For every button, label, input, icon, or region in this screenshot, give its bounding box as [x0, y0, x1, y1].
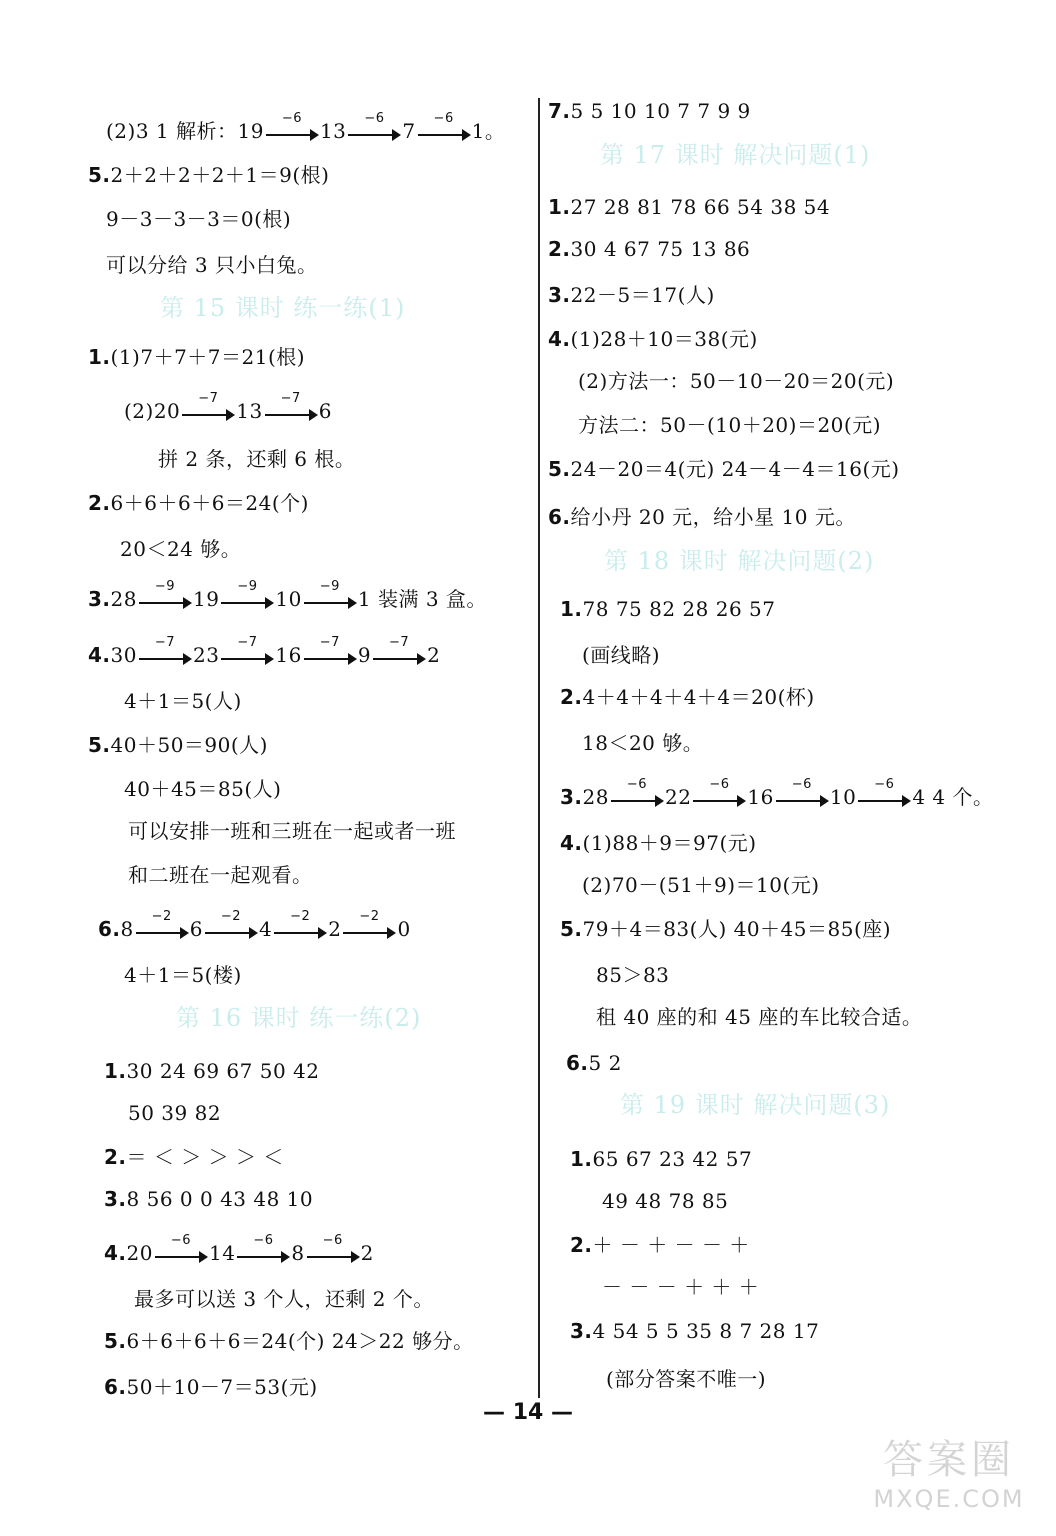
answer-line	[104, 1058, 320, 1084]
arrow-shaft	[221, 602, 267, 604]
answer-line	[106, 252, 317, 278]
answer-text: 拼 2 条，还剩 6 根。	[158, 447, 356, 471]
watermark-logo-text: 答案圈	[883, 1437, 1015, 1483]
arrow-shaft	[155, 1256, 201, 1258]
subtract-arrow	[263, 391, 319, 424]
answer-text: 5 2	[588, 1051, 622, 1075]
answer-line	[566, 1050, 622, 1076]
arrow-shaft	[348, 134, 394, 136]
subtract-arrow	[856, 777, 912, 810]
arrow-label: −2	[220, 909, 242, 924]
answer-text: 4＋1＝5(楼)	[124, 963, 242, 987]
answer-text: (1)7＋7＋7＝21(根)	[110, 345, 306, 369]
answer-line	[88, 344, 305, 370]
arrow-head-icon	[387, 927, 396, 939]
arrow-shaft	[776, 800, 822, 802]
answer-line	[578, 412, 881, 438]
arrow-label: −7	[237, 635, 258, 650]
arrow-shaft	[693, 800, 739, 802]
item-number: 5.	[104, 1329, 127, 1353]
item-number: 6.	[548, 505, 571, 529]
answer-text: 85＞83	[596, 963, 670, 987]
watermark-logo	[854, 1428, 1044, 1526]
answer-line	[582, 730, 703, 756]
answer-text: 和二班在一起观看。	[128, 863, 313, 887]
answer-line	[104, 1144, 284, 1170]
item-number: 3.	[548, 283, 571, 307]
item-number: 1.	[104, 1059, 127, 1083]
subtract-arrow	[305, 1233, 361, 1266]
answer-text: 65 67 23 42 57	[592, 1147, 753, 1171]
subtract-arrow	[153, 1233, 209, 1266]
arrow-shaft	[343, 932, 389, 934]
answer-line	[128, 818, 456, 844]
subtract-arrow	[264, 111, 320, 144]
answer-line	[124, 391, 332, 424]
column-divider	[538, 98, 540, 1398]
arrow-head-icon	[351, 1251, 360, 1263]
subtract-arrow	[691, 777, 747, 810]
answer-line	[560, 684, 815, 710]
answer-text: 最多可以送 3 个人，还剩 2 个。	[134, 1287, 434, 1311]
arrow-label: −7	[319, 635, 340, 650]
arrow-shaft	[136, 932, 182, 934]
answer-text: (2)3 1 解析：19	[106, 119, 264, 143]
answer-text: 30	[110, 643, 137, 667]
arrow-result: 16	[275, 643, 302, 667]
item-number: 3.	[88, 587, 111, 611]
arrow-head-icon	[265, 597, 274, 609]
arrow-shaft	[205, 932, 251, 934]
arrow-result: 23	[192, 643, 220, 667]
arrow-result: 6	[318, 399, 332, 423]
answer-line	[134, 1286, 434, 1312]
arrow-result: 10	[275, 587, 302, 611]
answer-line	[88, 579, 487, 612]
arrow-result: 8	[291, 1241, 305, 1265]
item-number: 5.	[88, 733, 111, 757]
answer-line	[88, 732, 268, 758]
arrow-label: −6	[874, 777, 895, 792]
arrow-head-icon	[199, 1251, 208, 1263]
item-number: 5.	[560, 917, 583, 941]
item-number: 4.	[560, 831, 583, 855]
answer-text: 可以分给 3 只小白兔。	[106, 253, 318, 277]
answer-text: ＝ ＜ ＞ ＞ ＞ ＜	[126, 1145, 284, 1169]
answer-text: 79＋4＝83(人) 40＋45＝85(座)	[582, 917, 892, 941]
answer-line	[98, 909, 411, 942]
arrow-head-icon	[310, 129, 319, 141]
subtract-arrow	[180, 391, 236, 424]
answer-text: (1)28＋10＝38(元)	[570, 327, 758, 351]
answer-line	[124, 962, 242, 988]
subtract-arrow	[341, 909, 397, 942]
answer-text: 78 75 82 28 26 57	[582, 597, 776, 621]
subtract-arrow	[219, 635, 275, 668]
arrow-result: 0	[397, 917, 411, 941]
answer-text: ＋ － ＋ － － ＋	[592, 1233, 750, 1257]
answer-line	[596, 962, 669, 988]
item-number: 5.	[548, 457, 571, 481]
answer-line	[560, 916, 891, 942]
answer-line	[560, 830, 757, 856]
answer-line	[120, 536, 241, 562]
answer-line	[106, 206, 291, 232]
arrow-head-icon	[180, 927, 189, 939]
arrow-head-icon	[737, 795, 746, 807]
answer-text: 20＜24 够。	[120, 537, 242, 561]
item-number: 3.	[104, 1187, 127, 1211]
item-number: 4.	[88, 643, 111, 667]
answer-text: 8	[120, 917, 134, 941]
answer-text: 40＋50＝90(人)	[110, 733, 268, 757]
arrow-shaft	[139, 658, 185, 660]
arrow-result: 4 4 个。	[912, 785, 994, 809]
answer-line	[548, 194, 830, 220]
item-number: 4.	[548, 327, 571, 351]
arrow-head-icon	[655, 795, 664, 807]
arrow-result: 1 装满 3 盒。	[357, 587, 487, 611]
answer-text: 4＋1＝5(人)	[124, 689, 242, 713]
item-number: 2.	[548, 237, 571, 261]
answer-text: 5 5 10 10 7 7 9 9	[570, 99, 751, 123]
answer-line	[128, 862, 313, 888]
answer-line	[560, 596, 776, 622]
answer-text: 30 4 67 75 13 86	[570, 237, 751, 261]
arrow-result: 10	[829, 785, 857, 809]
arrow-head-icon	[462, 129, 471, 141]
arrow-result: 2	[328, 917, 342, 941]
item-number: 2.	[560, 685, 583, 709]
arrow-label: −6	[791, 777, 812, 792]
arrow-result: 22	[664, 785, 692, 809]
answer-line	[106, 111, 506, 144]
answer-line	[578, 368, 894, 394]
answer-text: (2)20	[124, 399, 181, 423]
answer-text: 28	[110, 587, 137, 611]
arrow-result: 6	[189, 917, 203, 941]
answer-line	[570, 1232, 750, 1258]
arrow-shaft	[418, 134, 464, 136]
arrow-head-icon	[902, 795, 911, 807]
answer-text: 6＋6＋6＋6＝24(个) 24＞22 够分。	[126, 1329, 474, 1353]
answer-text: 8 56 0 0 43 48 10	[126, 1187, 314, 1211]
answer-line	[548, 504, 856, 530]
arrow-shaft	[139, 602, 185, 604]
arrow-result: 13	[319, 119, 347, 143]
answer-text: (2)70－(51＋9)＝10(元)	[582, 873, 820, 897]
answer-text: 给小丹 20 元，给小星 10 元。	[570, 505, 856, 529]
arrow-label: −9	[237, 579, 258, 594]
arrow-label: −6	[322, 1233, 343, 1248]
answer-text: 可以安排一班和三班在一起或者一班	[128, 819, 456, 843]
answer-line	[104, 1374, 318, 1400]
arrow-shaft	[858, 800, 904, 802]
answer-text: 方法二：50－(10＋20)＝20(元)	[578, 413, 882, 437]
subtract-arrow	[609, 777, 665, 810]
answer-text: 6＋6＋6＋6＝24(个)	[110, 491, 309, 515]
item-number: 2.	[104, 1145, 127, 1169]
answer-text: 50 39 82	[128, 1101, 222, 1125]
arrow-shaft	[266, 134, 312, 136]
answer-text: 18＜20 够。	[582, 731, 704, 755]
answer-line	[548, 98, 751, 124]
subtract-arrow	[774, 777, 830, 810]
answer-line	[602, 1188, 728, 1214]
section-heading: 第 17 课时 解决问题(1)	[600, 141, 871, 169]
arrow-label: −6	[253, 1233, 274, 1248]
answer-line	[570, 1318, 819, 1344]
arrow-shaft	[237, 1256, 283, 1258]
subtract-arrow	[134, 909, 190, 942]
answer-text: 4 54 5 5 35 8 7 28 17	[592, 1319, 820, 1343]
arrow-shaft	[307, 1256, 353, 1258]
arrow-label: −7	[280, 391, 301, 406]
answer-line	[560, 777, 994, 810]
arrow-result: 16	[747, 785, 774, 809]
answer-text: 28	[582, 785, 609, 809]
answer-line	[548, 282, 715, 308]
arrow-head-icon	[820, 795, 829, 807]
arrow-result: 19	[192, 587, 220, 611]
arrow-head-icon	[417, 653, 426, 665]
answer-text: 2＋2＋2＋2＋1＝9(根)	[110, 163, 330, 187]
arrow-head-icon	[249, 927, 258, 939]
arrow-shaft	[304, 602, 350, 604]
subtract-arrow	[235, 1233, 291, 1266]
answer-line	[548, 456, 900, 482]
answer-line	[596, 1004, 922, 1030]
item-number: 1.	[560, 597, 583, 621]
answer-text: 24－20＝4(元) 24－4－4＝16(元)	[570, 457, 900, 481]
section-heading: 第 19 课时 解决问题(3)	[620, 1091, 891, 1119]
item-number: 1.	[88, 345, 111, 369]
arrow-head-icon	[309, 409, 318, 421]
subtract-arrow	[272, 909, 328, 942]
answer-text: (部分答案不唯一)	[606, 1367, 767, 1391]
subtract-arrow	[302, 579, 358, 612]
item-number: 2.	[570, 1233, 593, 1257]
arrow-label: −6	[626, 777, 648, 792]
arrow-label: −6	[281, 111, 303, 126]
arrow-label: −2	[290, 909, 311, 924]
arrow-shaft	[373, 658, 419, 660]
arrow-label: −7	[389, 635, 410, 650]
arrow-label: −6	[433, 111, 454, 126]
answer-text: － － － ＋ ＋ ＋	[602, 1275, 760, 1299]
arrow-result: 13	[236, 399, 263, 423]
answer-text: 22－5＝17(人)	[570, 283, 715, 307]
answer-line	[548, 236, 750, 262]
section-heading: 第 15 课时 练一练(1)	[160, 294, 406, 322]
arrow-result: 2	[360, 1241, 374, 1265]
answer-text: 4＋4＋4＋4＋4＝20(杯)	[582, 685, 815, 709]
answer-line	[88, 635, 441, 668]
arrow-result: 1。	[471, 119, 506, 143]
answer-text: 50＋10－7＝53(元)	[126, 1375, 318, 1399]
arrow-head-icon	[226, 409, 235, 421]
answer-line	[88, 490, 309, 516]
page-number: — 14 —	[483, 1400, 573, 1425]
arrow-label: −2	[359, 909, 380, 924]
answer-line	[582, 642, 660, 668]
arrow-result: 4	[258, 917, 273, 941]
arrow-result: 7	[402, 119, 416, 143]
subtract-arrow	[137, 635, 193, 668]
section-heading: 第 18 课时 解决问题(2)	[604, 547, 875, 575]
answer-line	[104, 1186, 313, 1212]
answer-text: 30 24 69 67 50 42	[126, 1059, 320, 1083]
item-number: 2.	[88, 491, 111, 515]
answer-line	[158, 446, 355, 472]
arrow-head-icon	[318, 927, 327, 939]
answer-line	[602, 1274, 759, 1300]
arrow-head-icon	[392, 129, 401, 141]
item-number: 7.	[548, 99, 571, 123]
item-number: 6.	[104, 1375, 127, 1399]
answer-line	[124, 688, 242, 714]
arrow-result: 9	[357, 643, 372, 667]
arrow-shaft	[274, 932, 320, 934]
item-number: 1.	[570, 1147, 593, 1171]
answer-text: 40＋45＝85(人)	[124, 777, 282, 801]
item-number: 4.	[104, 1241, 127, 1265]
subtract-arrow	[416, 111, 472, 144]
arrow-label: −9	[319, 579, 340, 594]
subtract-arrow	[346, 111, 402, 144]
answer-line	[128, 1100, 221, 1126]
arrow-head-icon	[281, 1251, 290, 1263]
answer-line	[104, 1233, 374, 1266]
arrow-label: −6	[170, 1233, 192, 1248]
answer-text: 9－3－3－3＝0(根)	[106, 207, 292, 231]
arrow-result: 2	[427, 643, 441, 667]
item-number: 6.	[98, 917, 121, 941]
arrow-head-icon	[183, 597, 192, 609]
answer-text: 27 28 81 78 66 54 38 54	[570, 195, 831, 219]
subtract-arrow	[219, 579, 275, 612]
subtract-arrow	[203, 909, 259, 942]
arrow-label: −6	[709, 777, 730, 792]
arrow-head-icon	[183, 653, 192, 665]
answer-line	[606, 1366, 766, 1392]
arrow-shaft	[611, 800, 657, 802]
answer-line	[124, 776, 281, 802]
arrow-head-icon	[348, 597, 357, 609]
answer-line	[104, 1328, 474, 1354]
arrow-label: −2	[151, 909, 172, 924]
arrow-label: −7	[154, 635, 176, 650]
arrow-label: −7	[198, 391, 219, 406]
answer-line	[88, 162, 329, 188]
item-number: 5.	[88, 163, 111, 187]
answer-text: 租 40 座的和 45 座的车比较合适。	[596, 1005, 923, 1029]
subtract-arrow	[371, 635, 427, 668]
answer-text: (画线略)	[582, 643, 661, 667]
section-heading: 第 16 课时 练一练(2)	[176, 1004, 422, 1032]
answer-text: (2)方法一：50－10－20＝20(元)	[578, 369, 895, 393]
answer-line	[548, 326, 758, 352]
arrow-result: 14	[208, 1241, 236, 1265]
item-number: 1.	[548, 195, 571, 219]
answer-text: 20	[126, 1241, 153, 1265]
item-number: 6.	[566, 1051, 589, 1075]
arrow-shaft	[265, 414, 311, 416]
answer-line	[582, 872, 820, 898]
arrow-shaft	[182, 414, 228, 416]
arrow-head-icon	[348, 653, 357, 665]
arrow-head-icon	[265, 653, 274, 665]
arrow-shaft	[304, 658, 350, 660]
answer-text: 49 48 78 85	[602, 1189, 729, 1213]
answer-line	[570, 1146, 752, 1172]
item-number: 3.	[560, 785, 583, 809]
answer-text: (1)88＋9＝97(元)	[582, 831, 757, 855]
arrow-label: −9	[154, 579, 176, 594]
subtract-arrow	[137, 579, 193, 612]
arrow-label: −6	[364, 111, 385, 126]
watermark-url: MXQE.COM	[873, 1485, 1025, 1513]
arrow-shaft	[221, 658, 267, 660]
item-number: 3.	[570, 1319, 593, 1343]
subtract-arrow	[302, 635, 358, 668]
